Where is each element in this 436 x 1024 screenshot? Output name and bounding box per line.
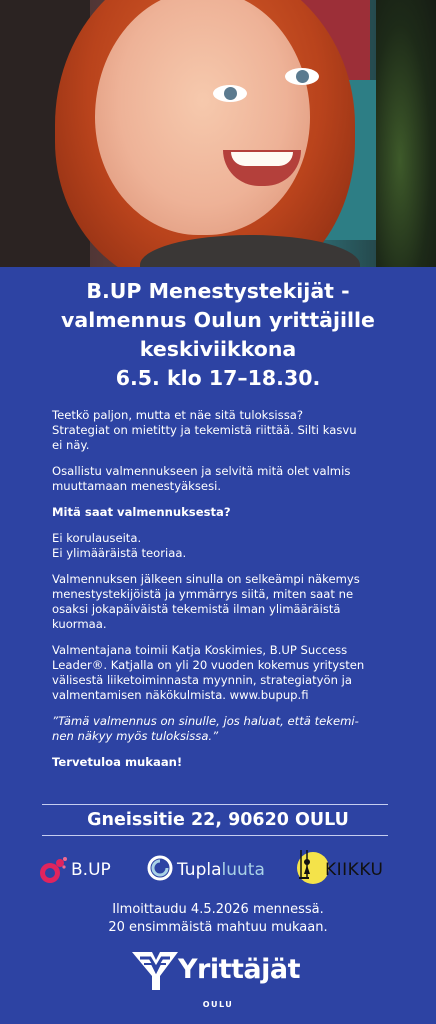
address-divider-bottom xyxy=(42,835,388,836)
question-heading: Mitä saat valmennuksesta? xyxy=(52,505,231,519)
photo-background-plant xyxy=(376,0,436,267)
photo-eye-left xyxy=(213,85,247,102)
photo-face xyxy=(95,0,310,235)
tuplaluuta-logo-text xyxy=(177,860,265,880)
coach-photo xyxy=(0,0,436,267)
quote-paragraph: ”Tämä valmennus on sinulle, jos haluat, että tekemi- nen näkyy myös tuloksissa.” xyxy=(52,714,359,743)
address-divider-top xyxy=(42,804,388,805)
headline-line-4: 6.5. klo 17–18.30. xyxy=(115,366,321,390)
bup-logo-text: B.UP xyxy=(71,860,111,880)
body-text xyxy=(52,408,392,781)
coach-paragraph: Valmentajana toimii Katja Koskimies, B.UP Success Leader®. Katjalla on yli 20 vuoden kokemus yritysten välisestä liiketoiminnasta myynnin, strategiatyön ja valmentamisen näkökulmista. www.bupup.fi xyxy=(52,643,365,702)
tuplaluuta-logo xyxy=(147,848,265,892)
headline-line-3: keskiviikkona xyxy=(139,337,297,361)
headline xyxy=(0,277,436,393)
headline-line-1: B.UP Menestystekijät - xyxy=(86,279,350,303)
tuplaluuta-swirl-icon xyxy=(147,855,173,885)
welcome-text: Tervetuloa mukaan! xyxy=(52,755,183,769)
kiikku-logo xyxy=(293,848,383,892)
yrittajat-logo-text: Yrittäjät xyxy=(178,954,301,985)
yrittajat-logo xyxy=(130,950,310,1000)
yrittajat-mark-icon xyxy=(130,977,180,996)
yrittajat-city: OULU xyxy=(202,1000,234,1009)
intro-paragraph: Teetkö paljon, mutta et näe sitä tuloksissa? Strategiat on mietitty ja tekemistä riittää. Silti kasvu ei näy. xyxy=(52,408,357,452)
bup-mark-icon xyxy=(38,855,68,885)
invite-paragraph: Osallistu valmennukseen ja selvitä mitä olet valmis muuttamaan menestyäksesi. xyxy=(52,464,351,493)
partner-logos xyxy=(0,848,436,892)
event-address: Gneissitie 22, 90620 OULU xyxy=(87,810,349,830)
registration-deadline: Ilmoittaudu 4.5.2026 mennessä. xyxy=(112,902,324,917)
tuplaluuta-text-main: Tupla xyxy=(177,860,222,880)
headline-line-2: valmennus Oulun yrittäjille xyxy=(61,308,375,332)
tuplaluuta-text-light: luuta xyxy=(221,860,265,880)
outcome-paragraph: Valmennuksen jälkeen sinulla on selkeämpi näkemys menestystekijöistä ja ymmärrys siitä, miten saat ne osaksi jokapäiväistä tekemistä ilman ylimääräistä kuormaa. xyxy=(52,572,360,631)
registration-capacity: 20 ensimmäistä mahtuu mukaan. xyxy=(108,920,328,935)
photo-smile xyxy=(223,150,301,186)
registration-info xyxy=(0,901,436,937)
no-fluff-paragraph: Ei korulauseita. Ei ylimääräistä teoriaa. xyxy=(52,531,187,560)
photo-eye-right xyxy=(285,68,319,85)
bup-logo xyxy=(38,848,111,892)
kiikku-logo-text: KIIKKU xyxy=(325,860,384,880)
